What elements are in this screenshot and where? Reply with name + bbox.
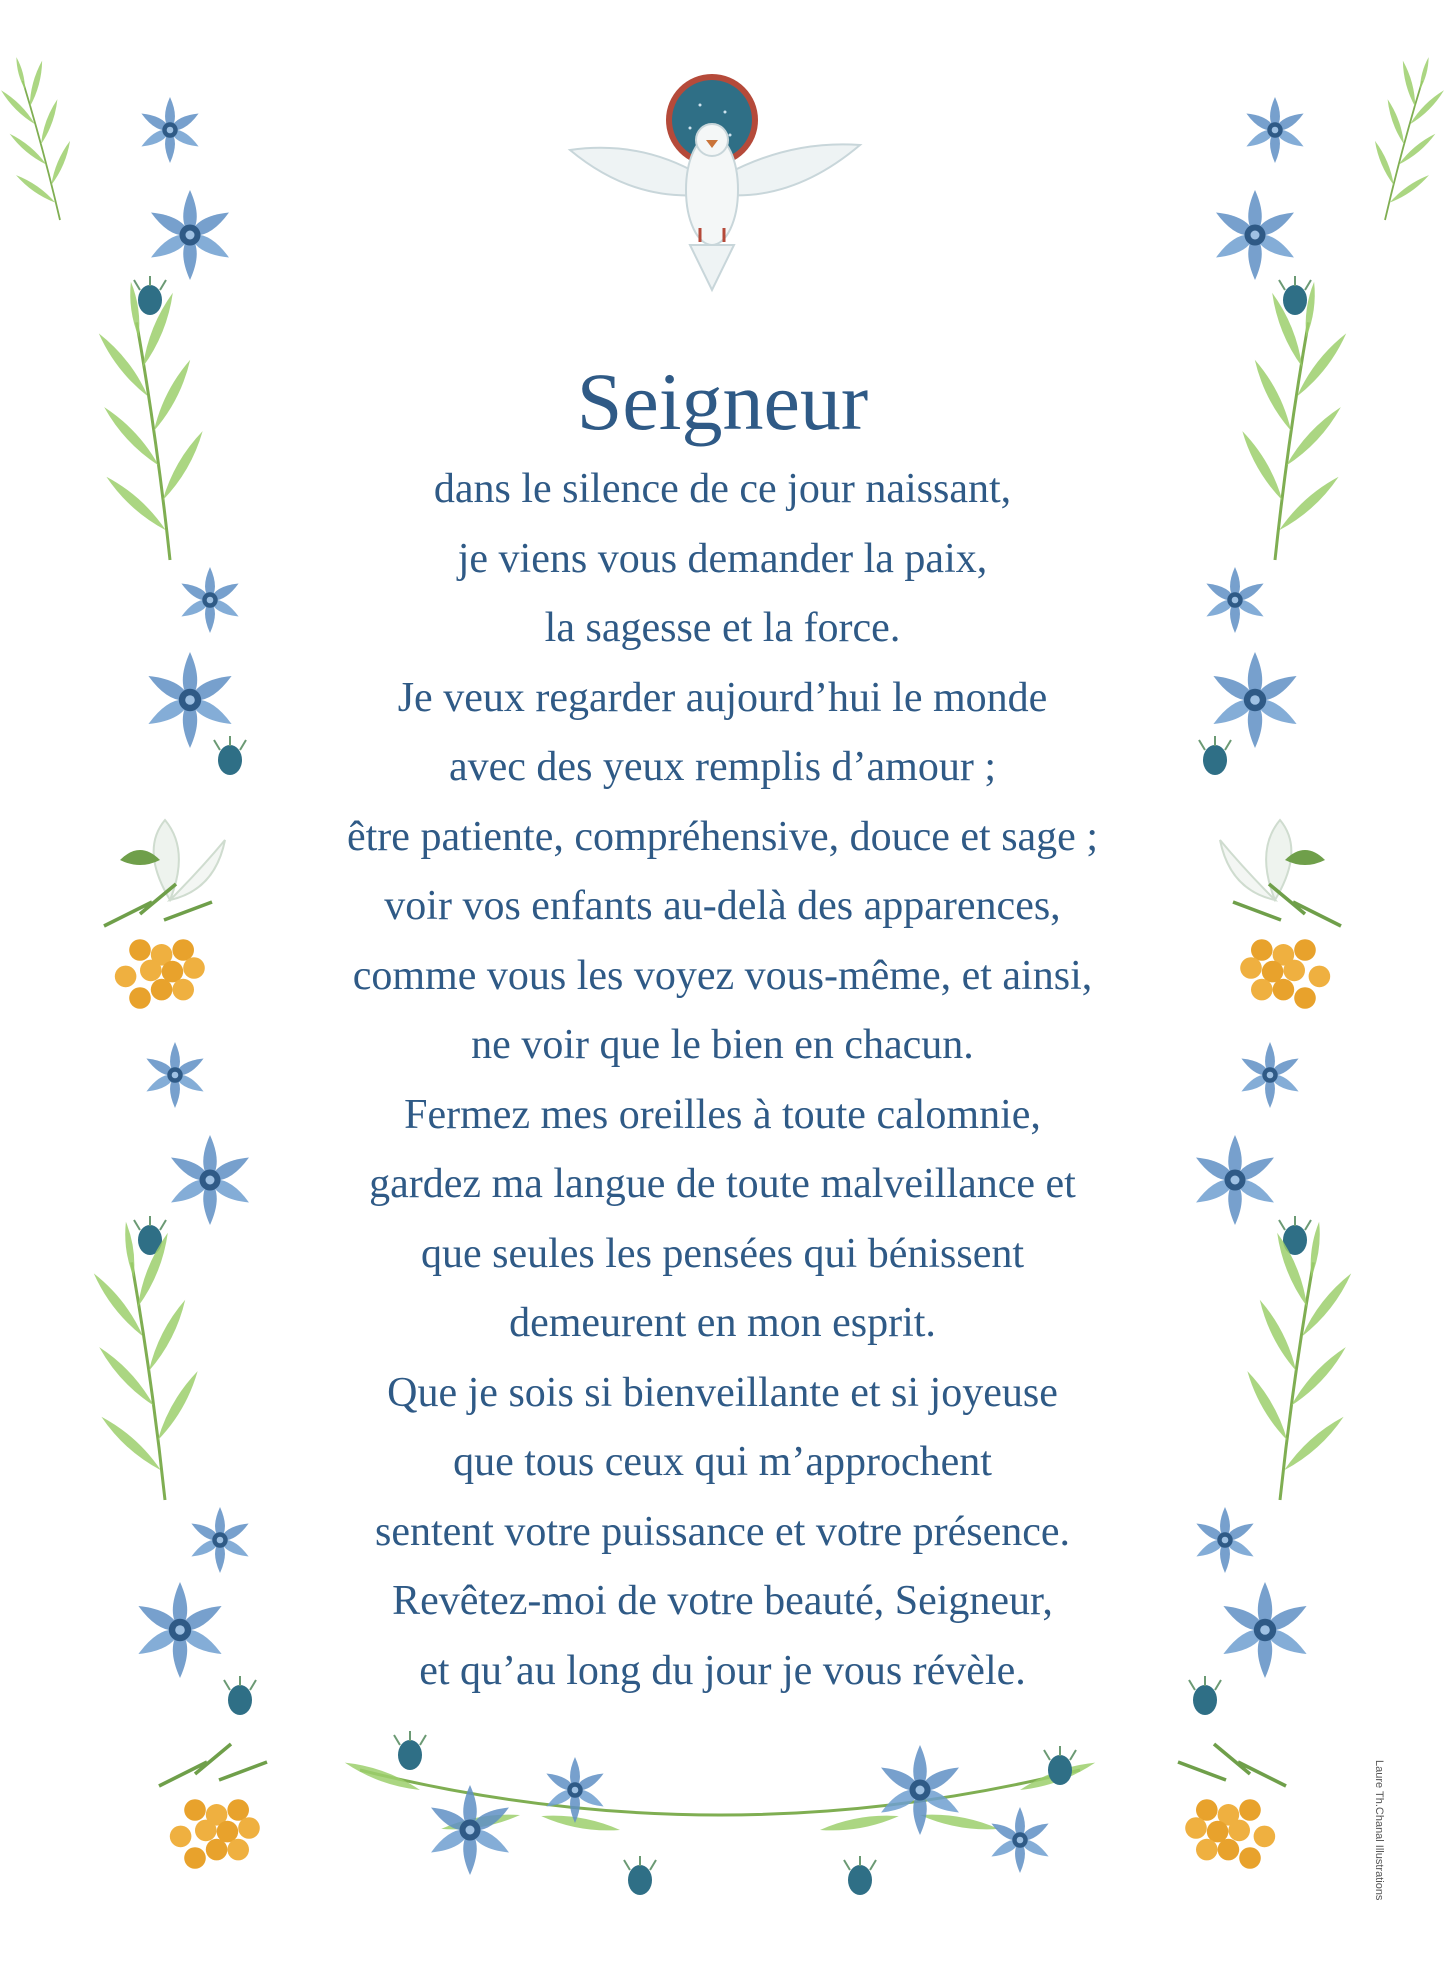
prayer-line: sentent votre puissance et votre présence. <box>374 1508 1071 1555</box>
prayer-line: comme vous les voyez vous-même, et ainsi, <box>352 952 1093 999</box>
prayer-line: Fermez mes oreilles à toute calomnie, <box>404 1091 1041 1138</box>
prayer-line: et qu’au long du jour je vous révèle. <box>419 1647 1026 1694</box>
prayer-line: Je veux regarder aujourd’hui le monde <box>397 674 1048 721</box>
prayer-line: Revêtez-moi de votre beauté, Seigneur, <box>392 1578 1053 1624</box>
prayer-line: que tous ceux qui m’approchent <box>453 1439 992 1485</box>
prayer-line: que seules les pensées qui bénissent <box>420 1230 1025 1277</box>
bottom-garland <box>343 1731 1097 1895</box>
prayer-line: gardez ma langue de toute malveillance et <box>369 1161 1076 1207</box>
prayer-line: demeurent en mon esprit. <box>509 1300 936 1346</box>
illustrator-credit: Laure Th.Chanal Illustrations <box>1373 1760 1385 1901</box>
prayer-text <box>200 455 1245 1706</box>
dove-icon <box>570 74 860 290</box>
prayer-line: Que je sois si bienveillante et si joyeuse <box>387 1369 1058 1416</box>
prayer-line: je viens vous demander la paix, <box>457 535 988 582</box>
prayer-line: voir vos enfants au-delà des apparences, <box>384 883 1061 929</box>
prayer-title: Seigneur <box>576 356 869 447</box>
prayer-line: être patiente, compréhensive, douce et sage ; <box>347 813 1098 860</box>
prayer-line: dans le silence de ce jour naissant, <box>433 466 1012 512</box>
prayer-line: avec des yeux remplis d’amour ; <box>449 744 996 790</box>
prayer-line: la sagesse et la force. <box>544 605 901 651</box>
prayer-line: ne voir que le bien en chacun. <box>471 1022 974 1068</box>
